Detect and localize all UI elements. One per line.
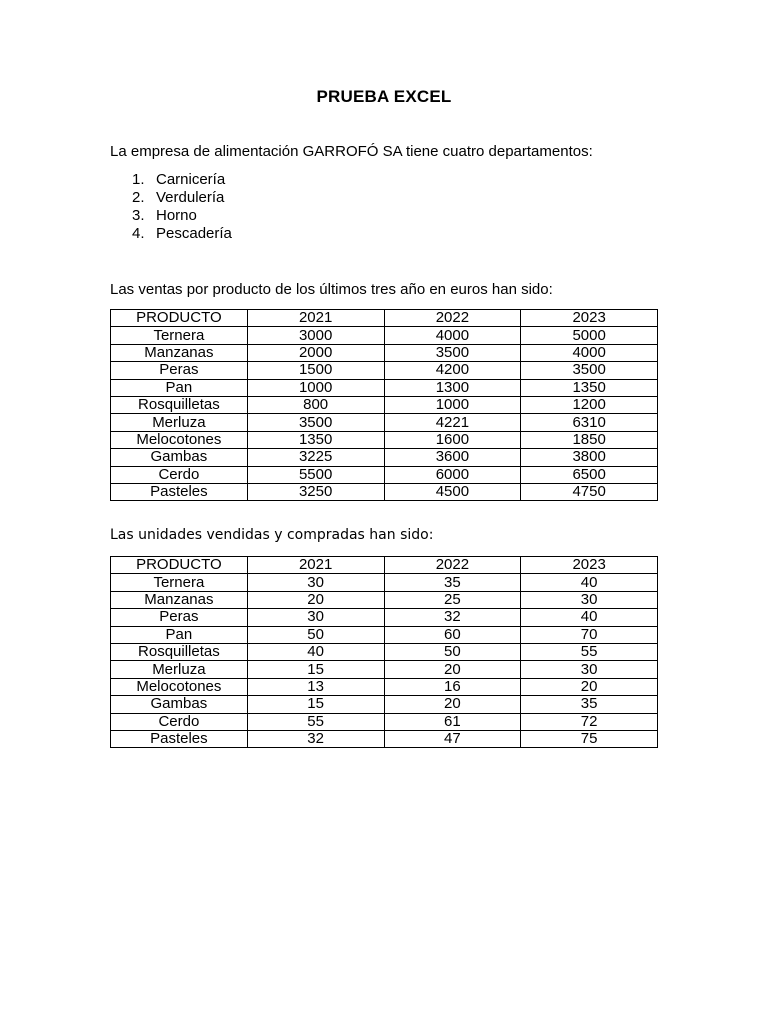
table-cell: 30 xyxy=(521,591,658,608)
table-cell: 16 xyxy=(384,678,521,695)
table-cell: 47 xyxy=(384,730,521,747)
table-cell: 5000 xyxy=(521,327,658,344)
document-title: PRUEBA EXCEL xyxy=(316,87,452,106)
table-cell: 1850 xyxy=(521,431,658,448)
table-cell: 13 xyxy=(247,678,384,695)
table-row xyxy=(111,379,658,396)
table-cell: 3500 xyxy=(521,362,658,379)
table-cell: 3800 xyxy=(521,449,658,466)
table-cell: 15 xyxy=(247,661,384,678)
table-cell: 20 xyxy=(247,591,384,608)
table-cell: 50 xyxy=(384,643,521,660)
table-row xyxy=(111,431,658,448)
table-cell: 4221 xyxy=(384,414,521,431)
table-header-cell: 2023 xyxy=(521,310,658,327)
table-cell: 1350 xyxy=(247,431,384,448)
table-cell: Cerdo xyxy=(111,466,248,483)
table-cell: Rosquilletas xyxy=(111,396,248,413)
table-row xyxy=(111,414,658,431)
table-cell: 3600 xyxy=(384,449,521,466)
table-row xyxy=(111,626,658,643)
table-row xyxy=(111,661,658,678)
table-cell: 1000 xyxy=(247,379,384,396)
table-cell: Manzanas xyxy=(111,344,248,361)
table-cell: 3225 xyxy=(247,449,384,466)
table-cell: 32 xyxy=(384,609,521,626)
list-item: 3. Horno xyxy=(132,207,197,224)
table-cell: Peras xyxy=(111,362,248,379)
table-cell: 30 xyxy=(247,609,384,626)
table-cell: Merluza xyxy=(111,661,248,678)
table-header-cell: 2021 xyxy=(247,310,384,327)
table-row xyxy=(111,483,658,500)
table-row xyxy=(111,730,658,747)
table-cell: 2000 xyxy=(247,344,384,361)
table-cell: 61 xyxy=(384,713,521,730)
table-cell: 70 xyxy=(521,626,658,643)
table-cell: 1600 xyxy=(384,431,521,448)
table-cell: 20 xyxy=(521,678,658,695)
department-name: Pescadería xyxy=(156,225,232,242)
sales-caption: Las ventas por producto de los últimos tres año en euros han sido: xyxy=(110,281,553,298)
table-cell: 15 xyxy=(247,696,384,713)
table-cell: Pasteles xyxy=(111,730,248,747)
table-cell: 3500 xyxy=(247,414,384,431)
table-cell: Manzanas xyxy=(111,591,248,608)
table-row xyxy=(111,591,658,608)
table-cell: Ternera xyxy=(111,327,248,344)
table-row xyxy=(111,449,658,466)
list-item: 1. Carnicería xyxy=(132,171,226,188)
table-header-row xyxy=(111,557,658,574)
table-cell: 4000 xyxy=(384,327,521,344)
units-caption: Las unidades vendidas y compradas han sido: xyxy=(110,527,434,543)
table-header-cell: 2021 xyxy=(247,557,384,574)
table-row xyxy=(111,713,658,730)
table-cell: 75 xyxy=(521,730,658,747)
department-list xyxy=(132,171,232,243)
table-header-cell: 2023 xyxy=(521,557,658,574)
units-table xyxy=(110,556,658,748)
table-cell: 20 xyxy=(384,696,521,713)
table-row xyxy=(111,327,658,344)
table-cell: 4200 xyxy=(384,362,521,379)
table-cell: Melocotones xyxy=(111,678,248,695)
table-cell: Rosquilletas xyxy=(111,643,248,660)
table-cell: 35 xyxy=(384,574,521,591)
table-row xyxy=(111,609,658,626)
department-name: Carnicería xyxy=(156,171,226,188)
table-header-cell: 2022 xyxy=(384,557,521,574)
table-cell: 3500 xyxy=(384,344,521,361)
table-cell: 55 xyxy=(247,713,384,730)
table-cell: 4500 xyxy=(384,483,521,500)
department-name: Verdulería xyxy=(156,189,225,206)
table-row xyxy=(111,678,658,695)
list-item: 4. Pescadería xyxy=(132,225,232,242)
table-cell: 55 xyxy=(521,643,658,660)
table-cell: Merluza xyxy=(111,414,248,431)
table-cell: 1500 xyxy=(247,362,384,379)
table-cell: 4750 xyxy=(521,483,658,500)
table-cell: 25 xyxy=(384,591,521,608)
table-row xyxy=(111,643,658,660)
sales-table xyxy=(110,309,658,501)
table-header-cell: PRODUCTO xyxy=(111,557,248,574)
table-cell: Peras xyxy=(111,609,248,626)
table-cell: 20 xyxy=(384,661,521,678)
table-row xyxy=(111,344,658,361)
table-cell: 1300 xyxy=(384,379,521,396)
intro-paragraph: La empresa de alimentación GARROFÓ SA tiene cuatro departamentos: xyxy=(110,143,593,160)
table-cell: 3000 xyxy=(247,327,384,344)
table-row xyxy=(111,362,658,379)
table-cell: Gambas xyxy=(111,696,248,713)
table-row xyxy=(111,696,658,713)
table-cell: Gambas xyxy=(111,449,248,466)
table-header-cell: PRODUCTO xyxy=(111,310,248,327)
table-cell: 30 xyxy=(247,574,384,591)
table-cell: 6500 xyxy=(521,466,658,483)
department-name: Horno xyxy=(156,207,197,224)
table-cell: 32 xyxy=(247,730,384,747)
table-cell: Cerdo xyxy=(111,713,248,730)
table-cell: Ternera xyxy=(111,574,248,591)
list-item: 2. Verdulería xyxy=(132,189,225,206)
table-cell: 60 xyxy=(384,626,521,643)
table-cell: 5500 xyxy=(247,466,384,483)
table-cell: 6310 xyxy=(521,414,658,431)
table-row xyxy=(111,396,658,413)
table-cell: 40 xyxy=(521,574,658,591)
table-header-cell: 2022 xyxy=(384,310,521,327)
table-cell: 35 xyxy=(521,696,658,713)
table-header-row xyxy=(111,310,658,327)
table-row xyxy=(111,574,658,591)
table-cell: 50 xyxy=(247,626,384,643)
table-cell: 72 xyxy=(521,713,658,730)
table-cell: 1200 xyxy=(521,396,658,413)
table-cell: 30 xyxy=(521,661,658,678)
table-cell: 4000 xyxy=(521,344,658,361)
table-cell: 6000 xyxy=(384,466,521,483)
table-cell: Melocotones xyxy=(111,431,248,448)
table-row xyxy=(111,466,658,483)
table-cell: Pasteles xyxy=(111,483,248,500)
table-cell: 800 xyxy=(247,396,384,413)
table-cell: Pan xyxy=(111,626,248,643)
table-cell: 40 xyxy=(521,609,658,626)
table-cell: 3250 xyxy=(247,483,384,500)
table-cell: 1350 xyxy=(521,379,658,396)
table-cell: 1000 xyxy=(384,396,521,413)
table-cell: Pan xyxy=(111,379,248,396)
table-cell: 40 xyxy=(247,643,384,660)
